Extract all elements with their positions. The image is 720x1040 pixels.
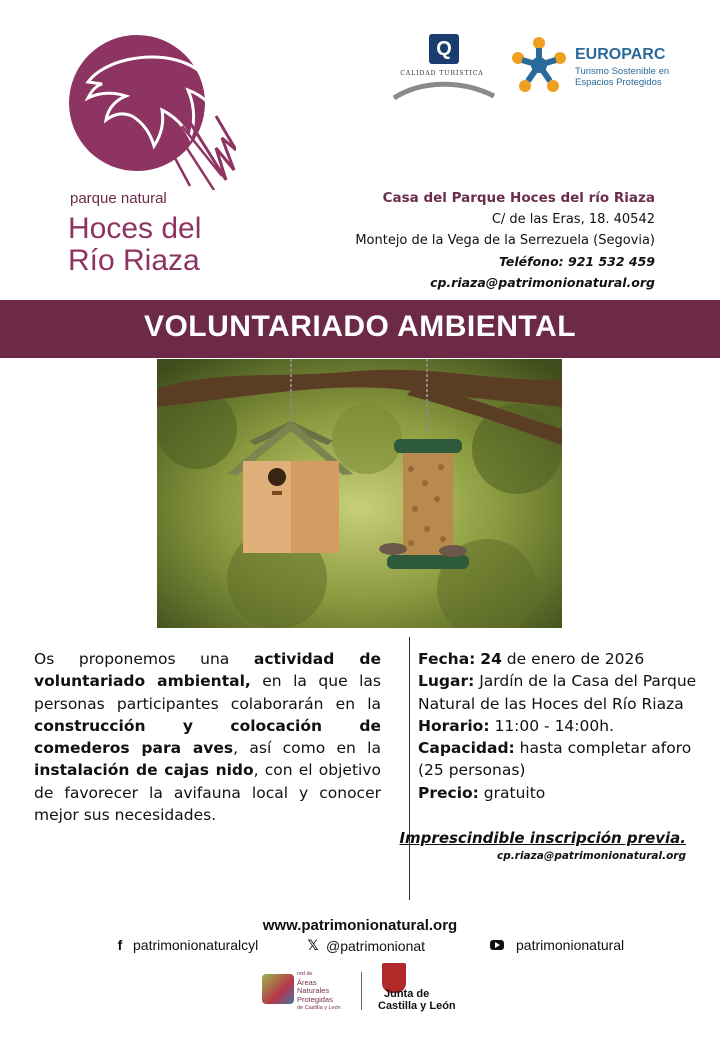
vulture-icon <box>66 30 236 190</box>
contact-email[interactable]: cp.riaza@patrimonionatural.org <box>430 275 655 290</box>
phone-label: Teléfono: <box>498 254 564 269</box>
phone-number[interactable]: 921 532 459 <box>568 254 655 269</box>
europarc-subtitle: Turismo Sostenible en Espacios Protegidos <box>575 66 670 88</box>
fecha-value: de enero de 2026 <box>501 650 645 668</box>
precio-value: gratuito <box>478 783 546 802</box>
jcyl-line2: Castilla y León <box>378 1000 456 1012</box>
contact-phone <box>355 251 655 272</box>
inscription-email[interactable]: cp.riaza@patrimonionatural.org <box>497 850 686 862</box>
detail-fecha <box>418 648 708 670</box>
youtube-icon <box>490 940 504 950</box>
europarc-title: EUROPARC <box>575 46 666 63</box>
logo-separator <box>361 972 362 1010</box>
facebook-link[interactable] <box>113 937 258 953</box>
fecha-label: Fecha: <box>418 650 476 668</box>
park-name-line1: Hoces del <box>68 212 202 245</box>
institution-logos <box>262 960 462 1015</box>
title-banner <box>0 300 720 358</box>
contact-block <box>355 188 655 293</box>
park-logo-subtitle: parque natural <box>70 190 167 207</box>
jcyl-line1: Junta de <box>384 988 430 1000</box>
europarc-logo <box>508 36 668 96</box>
facebook-handle: patrimonionaturalcyl <box>133 937 259 953</box>
rnap-line3: Naturales <box>297 986 330 995</box>
desc-text-2: en la que las personas participantes colaborarán en la <box>34 672 381 713</box>
detail-lugar <box>418 670 708 715</box>
facebook-icon: f <box>117 937 123 953</box>
inscription-required: Imprescindible inscripción previa. <box>399 829 686 847</box>
europarc-star-icon <box>508 36 570 96</box>
rnap-line5: de Castilla y León <box>297 1005 341 1011</box>
fecha-day: 24 <box>480 650 502 668</box>
contact-name: Casa del Parque Hoces del río Riaza <box>382 190 655 206</box>
rnap-emblem-icon <box>262 974 294 1004</box>
desc-text-4: , con el objetivo de favorecer la avifauna local y conocer mejor sus necesidades. <box>34 761 381 825</box>
contact-town: Montejo de la Vega de la Serrezuela (Segovia) <box>355 233 655 248</box>
youtube-link[interactable] <box>490 937 624 953</box>
desc-bold-2: construcción y colocación de comederos para aves <box>34 716 381 758</box>
horario-value: 11:00 - 14:00h. <box>489 716 614 735</box>
x-link[interactable] <box>306 937 425 954</box>
rnap-line1: red de <box>297 971 313 977</box>
contact-address: C/ de las Eras, 18. 40542 <box>491 212 655 227</box>
calidad-turistica-badge <box>392 34 496 100</box>
q-swoosh-icon <box>392 78 496 100</box>
capacidad-value: hasta completar aforo (25 personas) <box>418 739 692 780</box>
q-caption: CALIDAD TURÍSTICA <box>400 70 484 77</box>
rnap-line2: Áreas <box>297 977 317 987</box>
park-logo-name <box>68 213 238 277</box>
rnap-logo <box>262 970 352 1014</box>
birdhouse-photo <box>157 359 562 628</box>
park-logo <box>66 30 231 275</box>
x-icon: 𝕏 <box>307 937 319 953</box>
desc-bold-3: instalación de cajas nido <box>34 761 254 780</box>
lugar-label: Lugar: <box>418 672 475 691</box>
detail-horario <box>418 715 708 737</box>
x-handle: @patrimonionat <box>326 937 426 954</box>
activity-description <box>34 648 381 826</box>
jcyl-logo-text <box>378 988 468 1012</box>
park-name-line2: Río Riaza <box>68 244 200 277</box>
lugar-value: Jardín de la Casa del Parque Natural de las Hoces del Río Riaza <box>418 672 697 713</box>
page-title: VOLUNTARIADO AMBIENTAL <box>143 310 577 343</box>
detail-precio <box>418 782 708 804</box>
inscription-note <box>399 829 686 862</box>
youtube-handle: patrimonionatural <box>516 937 625 953</box>
capacidad-label: Capacidad: <box>418 739 515 758</box>
precio-label: Precio: <box>418 783 479 802</box>
website-link[interactable]: www.patrimonionatural.org <box>262 917 458 934</box>
rnap-text <box>297 970 341 1013</box>
horario-label: Horario: <box>418 716 490 735</box>
desc-text-1: Os proponemos una <box>34 650 254 668</box>
rnap-line4: Protegidas <box>297 994 333 1004</box>
detail-capacidad <box>418 737 708 782</box>
desc-text-3: , así como en la <box>233 739 381 758</box>
desc-bold-1: actividad de voluntariado ambiental, <box>34 650 381 691</box>
q-icon: Q <box>429 34 459 64</box>
event-details <box>418 648 708 804</box>
